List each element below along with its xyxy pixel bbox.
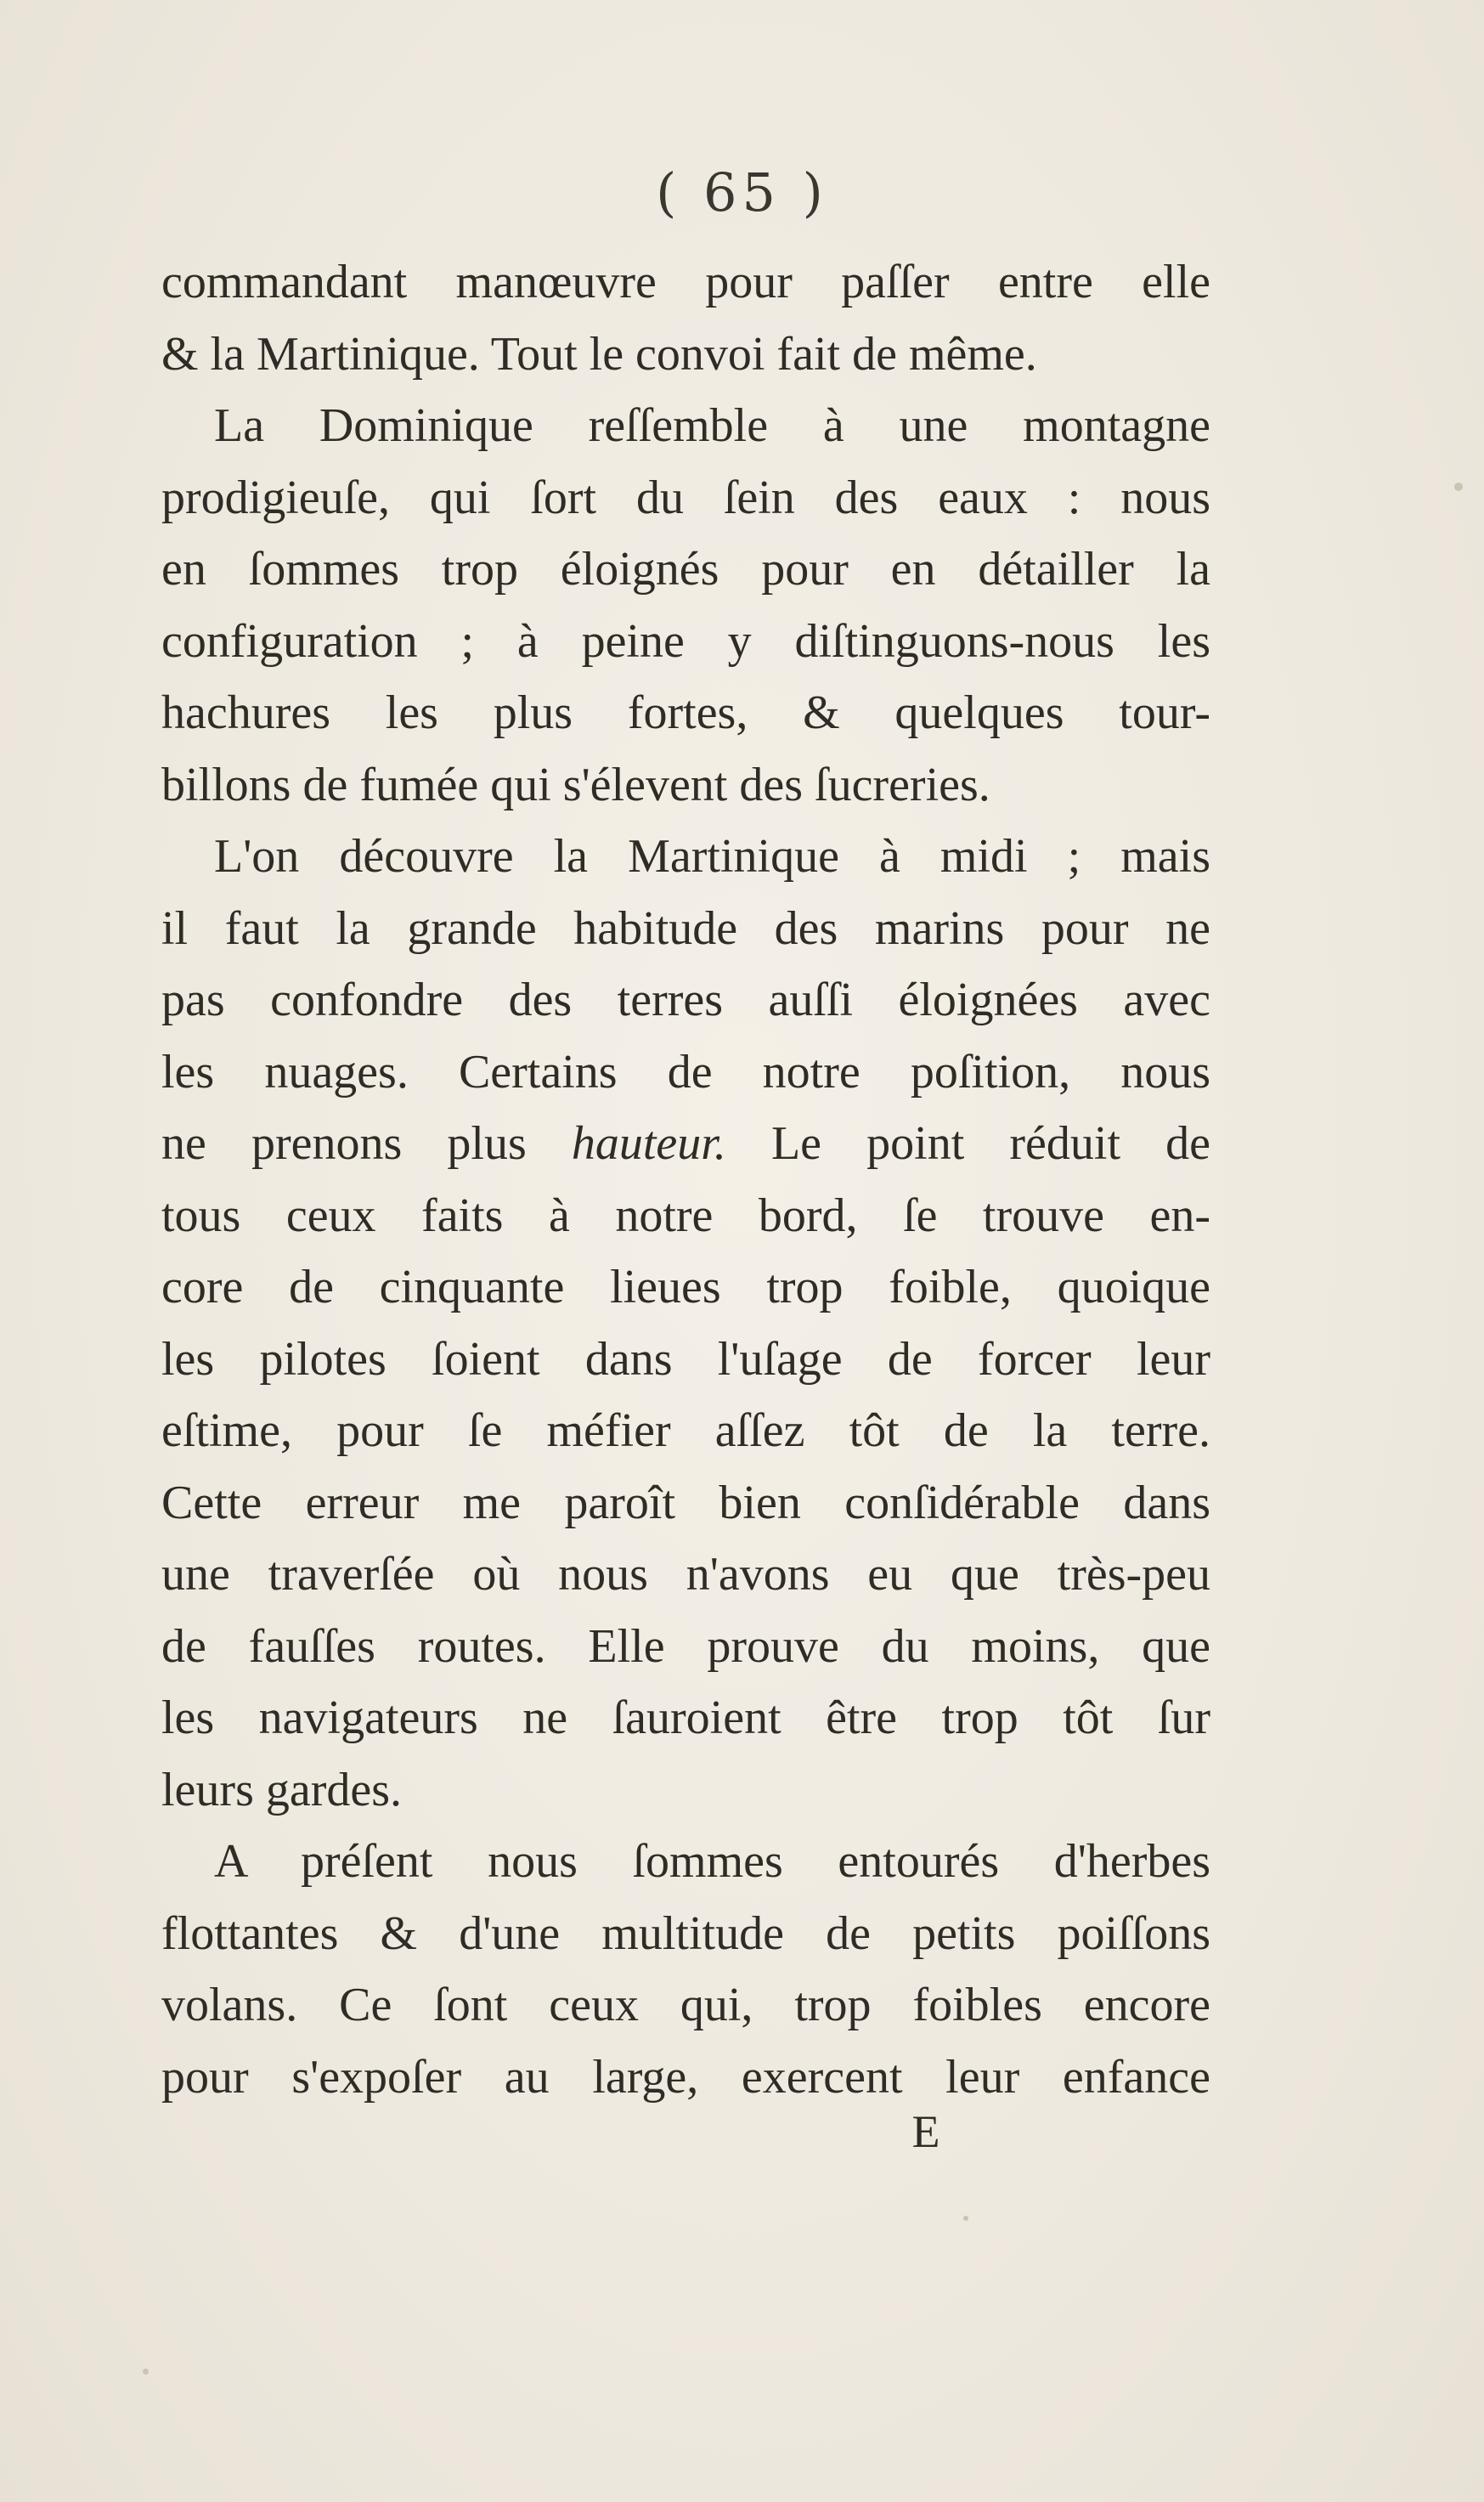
text-line: en ſommes trop éloignés pour en détailler la [161, 543, 1210, 596]
text-line: pas confondre des terres auſſi éloignées avec [161, 974, 1210, 1026]
text-segment: ne prenons plus [161, 1117, 572, 1170]
text-line: commandant manœuvre pour paſſer entre elle [161, 256, 1210, 308]
text-line: leurs gardes. [161, 1763, 403, 1816]
text-line: de fauſſes routes. Elle prouve du moins, que [161, 1619, 1210, 1673]
text-line: core de cinquante lieues trop foible, quoique [161, 1261, 1210, 1313]
signature-mark: E [911, 2106, 940, 2157]
text-line: tous ceux faits à notre bord, ſe trouve en- [161, 1189, 1210, 1242]
page-number-header: ( 65 ) [656, 161, 828, 223]
text-line: une traverſée où nous n'avons eu que très-peu [161, 1548, 1210, 1601]
text-line: La Dominique reſſemble à une montagne [214, 399, 1210, 452]
text-line: pour s'expoſer au large, exercent leur enfance [161, 2050, 1210, 2104]
text-line: volans. Ce ſont ceux qui, trop foibles encore [161, 1979, 1210, 2031]
paper-speck [963, 2216, 968, 2221]
text-line: Cette erreur me paroît bien conſidérable dans [161, 1476, 1210, 1529]
paper-speck [143, 2369, 149, 2375]
body-text [161, 246, 1210, 2113]
text-line: il faut la grande habitude des marins pour ne [161, 901, 1210, 955]
text-line: configuration ; à peine y diſtinguons-nous les [161, 614, 1210, 668]
text-line: flottantes & d'une multitude de petits poiſſons [161, 1906, 1210, 1960]
text-line: les navigateurs ne ſauroient être trop tôt ſur [161, 1692, 1210, 1744]
text-line: prodigieuſe, qui ſort du ſein des eaux : nous [161, 471, 1210, 524]
text-line: L'on découvre la Martinique à midi ; mais [214, 830, 1210, 883]
text-segment: Le point réduit de [725, 1117, 1210, 1170]
text-line: les pilotes ſoient dans l'uſage de forcer leur [161, 1332, 1210, 1386]
text-line: & la Martinique. Tout le convoi fait de même. [161, 327, 1037, 381]
text-line: A préſent nous ſommes entourés d'herbes [214, 1835, 1210, 1888]
text-line: hachures les plus fortes, & quelques tour- [161, 686, 1210, 739]
paper-speck [1454, 483, 1463, 491]
italic-word: hauteur. [571, 1117, 726, 1170]
text-line [161, 1108, 1210, 1180]
text-line: les nuages. Certains de notre poſition, nous [161, 1045, 1210, 1099]
text-line: billons de fumée qui s'élevent des ſucreries. [161, 758, 990, 811]
text-line: eſtime, pour ſe méfier aſſez tôt de la terre. [161, 1404, 1210, 1457]
